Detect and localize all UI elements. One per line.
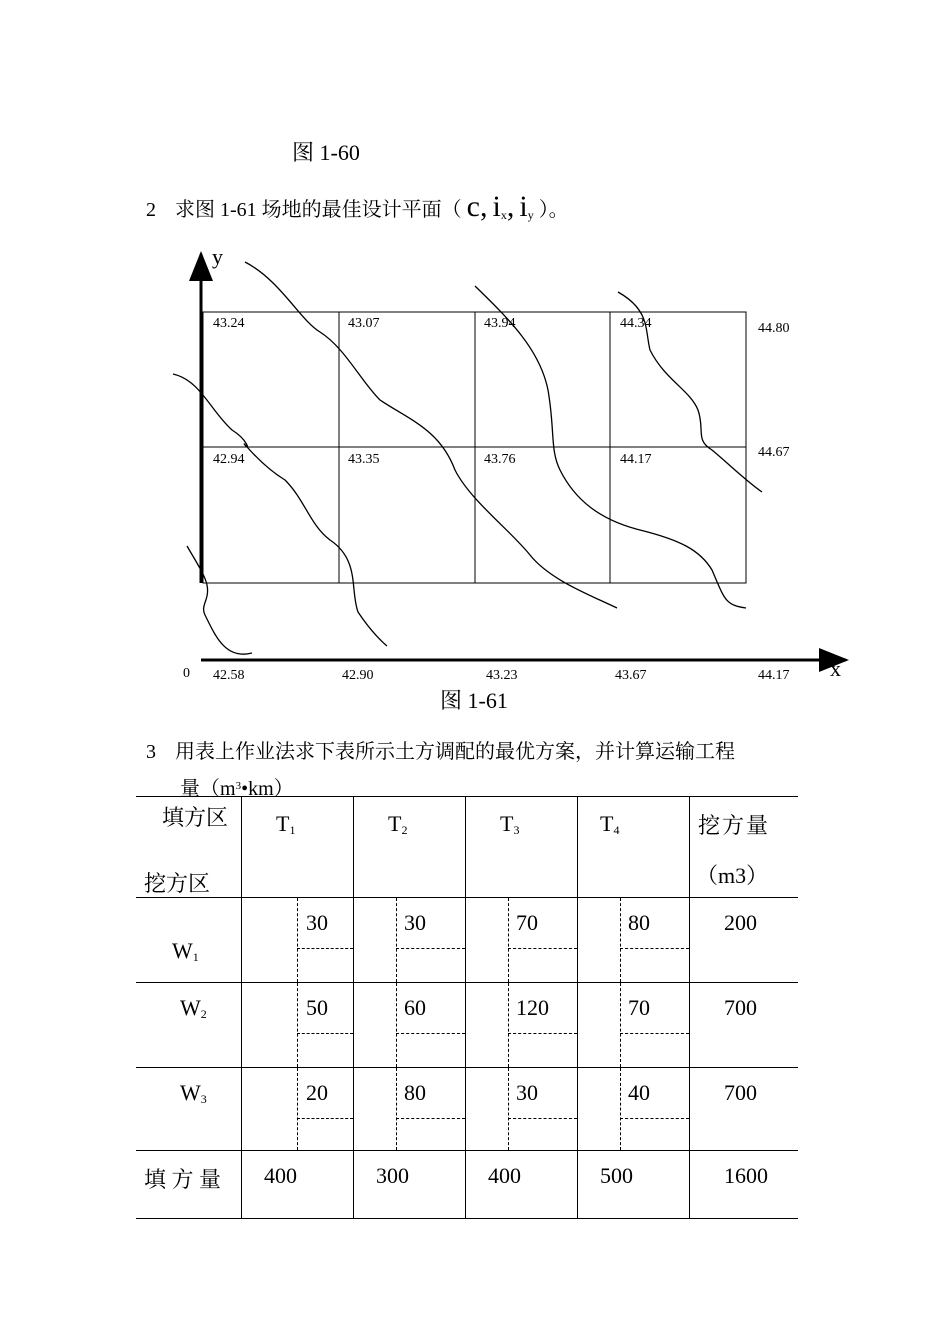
cost-w2-t1: [242, 983, 354, 1068]
cost-w3-t2: [354, 1068, 466, 1151]
cut-w1: [690, 898, 799, 983]
grid: [203, 312, 746, 583]
cost-w2-t4: [578, 983, 690, 1068]
corner-cut-label: 挖方区: [144, 871, 211, 896]
w1-main: W: [172, 938, 193, 963]
y-axis-label: y: [212, 244, 223, 269]
fill-value: 400: [264, 1163, 297, 1188]
col-header-t4: [578, 797, 690, 898]
fill-t4: [578, 1151, 690, 1219]
question-3: [146, 735, 735, 764]
fill-t3: [466, 1151, 578, 1219]
x-axis-label: x: [830, 656, 841, 681]
cost-value: 30: [306, 910, 328, 935]
figure-161: [0, 240, 950, 720]
elev-r1c1: 43.24: [213, 316, 245, 331]
elev-r1c4: 44.34: [620, 316, 652, 331]
w3-sub: 3: [200, 1092, 207, 1106]
question-2-text: 求图 1-61 场地的最佳设计平面（: [175, 199, 462, 221]
cut-value: 200: [724, 910, 757, 935]
table-header-row: [136, 797, 798, 898]
w3-main: W: [180, 1080, 201, 1105]
elev-r1c3: 43.94: [484, 316, 516, 331]
table-row-w1: [136, 898, 798, 983]
w2-main: W: [180, 995, 201, 1020]
t1-main: T: [276, 811, 290, 836]
design-iy-sub: y: [527, 208, 534, 222]
cost-value: 40: [628, 1080, 650, 1105]
t2-sub: 2: [401, 823, 408, 837]
unit-sup: 3: [235, 780, 242, 792]
col-header-t3: [466, 797, 578, 898]
contour-line-1: [173, 374, 387, 646]
elev-r3c1: 42.58: [213, 668, 245, 683]
earthwork-table: [136, 796, 798, 1219]
col-header-t1: [242, 797, 354, 898]
question-2: [146, 190, 569, 224]
cost-value: 80: [404, 1080, 426, 1105]
t1-sub: 1: [289, 823, 296, 837]
elev-r2c1: 42.94: [213, 452, 245, 467]
elev-r2c4: 44.17: [620, 452, 652, 467]
fill-label: 填 方 量: [144, 1167, 222, 1192]
design-c: c,: [466, 190, 488, 223]
table-row-w2: [136, 983, 798, 1068]
question-3-number: 3: [146, 741, 156, 763]
cut-header-label: 挖方量: [698, 813, 771, 838]
cost-w1-t2: [354, 898, 466, 983]
question-2-number: 2: [146, 199, 156, 221]
cost-w3-t3: [466, 1068, 578, 1151]
cost-value: 70: [516, 910, 538, 935]
fill-total: [690, 1151, 799, 1219]
cost-w1-t4: [578, 898, 690, 983]
col-header-t2: [354, 797, 466, 898]
fill-value: 300: [376, 1163, 409, 1188]
elev-r3c4: 43.67: [615, 668, 647, 683]
figure-161-caption: 图 1-61: [440, 688, 508, 713]
fill-label-cell: [136, 1151, 242, 1219]
w2-sub: 2: [200, 1007, 207, 1021]
cost-w3-t4: [578, 1068, 690, 1151]
elev-r3c2: 42.90: [342, 668, 374, 683]
question-2-close: ）。: [538, 199, 569, 221]
cost-value: 30: [404, 910, 426, 935]
t4-main: T: [600, 811, 614, 836]
row-label-w3: [136, 1068, 242, 1151]
cost-value: 80: [628, 910, 650, 935]
design-comma: ,: [506, 190, 515, 223]
corner-fill-label: 填方区: [162, 805, 229, 830]
elev-r2c2: 43.35: [348, 452, 380, 467]
cost-value: 50: [306, 995, 328, 1020]
cut-w3: [690, 1068, 799, 1151]
cost-w3-t1: [242, 1068, 354, 1151]
cost-value: 70: [628, 995, 650, 1020]
elev-r3c3: 43.23: [486, 668, 518, 683]
question-3-text: 用表上作业法求下表所示土方调配的最优方案，并计算运输工程: [175, 741, 735, 763]
t3-main: T: [500, 811, 514, 836]
fill-t1: [242, 1151, 354, 1219]
cost-value: 30: [516, 1080, 538, 1105]
design-ix-sub: x: [500, 208, 507, 222]
elev-r1c2: 43.07: [348, 316, 380, 331]
cost-w2-t2: [354, 983, 466, 1068]
cut-w2: [690, 983, 799, 1068]
row-label-w1: [136, 898, 242, 983]
design-iy: i: [519, 190, 528, 223]
cut-value: 700: [724, 1080, 757, 1105]
design-ix: i: [492, 190, 501, 223]
fill-t2: [354, 1151, 466, 1219]
cost-w1-t3: [466, 898, 578, 983]
contour-line-2: [245, 262, 617, 608]
cost-value: 120: [516, 995, 549, 1020]
corner-cell: [136, 797, 242, 898]
table-fill-row: [136, 1151, 798, 1219]
unit-rest: •km）: [241, 778, 294, 800]
t2-main: T: [388, 811, 402, 836]
table-row-w3: [136, 1068, 798, 1151]
fill-value: 500: [600, 1163, 633, 1188]
origin-label: 0: [183, 666, 190, 681]
cost-value: 20: [306, 1080, 328, 1105]
t3-sub: 3: [513, 823, 520, 837]
elev-r1c5: 44.80: [758, 321, 790, 336]
cut-value: 700: [724, 995, 757, 1020]
cost-w2-t3: [466, 983, 578, 1068]
contour-line-0: [187, 546, 252, 654]
unit-text: 量（m: [180, 778, 236, 800]
cut-header-unit: （m3）: [696, 863, 769, 888]
t4-sub: 4: [613, 823, 620, 837]
cost-value: 60: [404, 995, 426, 1020]
cost-w1-t1: [242, 898, 354, 983]
elev-r3c5: 44.17: [758, 668, 790, 683]
fill-value: 400: [488, 1163, 521, 1188]
w1-sub: 1: [192, 950, 199, 964]
row-label-w2: [136, 983, 242, 1068]
figure-160-caption: 图 1-60: [292, 140, 360, 165]
total-value: 1600: [724, 1163, 768, 1188]
elev-r2c5: 44.67: [758, 445, 790, 460]
contour-lines: [173, 262, 762, 654]
elev-r2c3: 43.76: [484, 452, 516, 467]
cut-header-cell: [690, 797, 799, 898]
